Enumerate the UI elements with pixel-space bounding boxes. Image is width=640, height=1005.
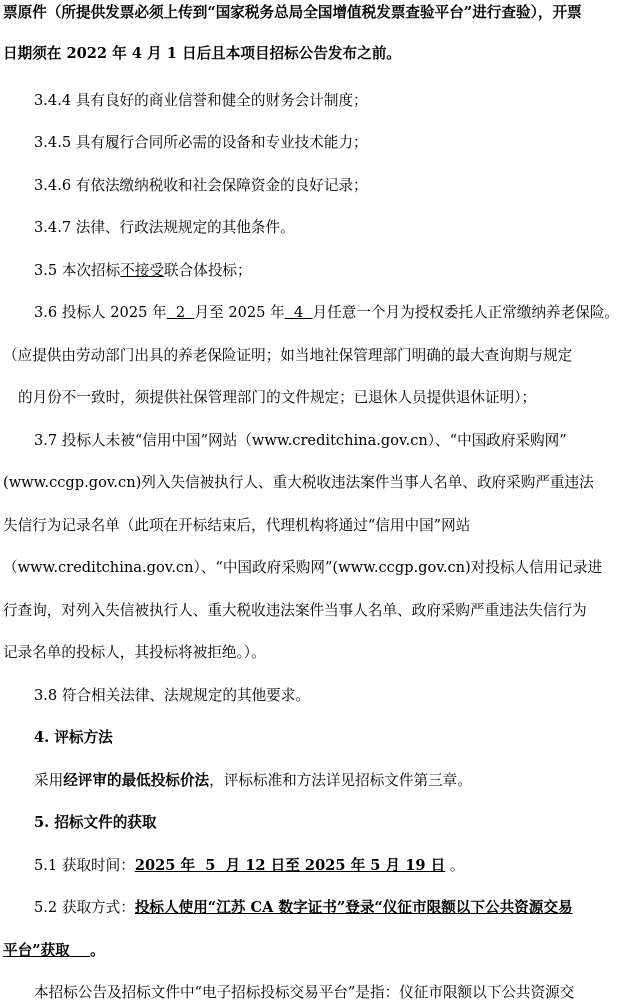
- clause-5-2: [0, 896, 640, 920]
- clause-3-7-line-4: （www.creditchina.gov.cn）、“中国政府采购网”(www.ccgp.gov.cn)对投标人信用记录进: [3, 559, 603, 576]
- clause-3-6-prefix: 3.6 投标人 2025 年: [34, 304, 167, 321]
- invoice-requirement-line: 票原件（所提供发票必须上传到“国家税务总局全国增值税发票查验平台”进行查验），开票: [3, 4, 582, 21]
- clause-3-7-line-3: 失信行为记录名单（此项在开标结束后，代理机构将通过“信用中国”网站: [3, 517, 471, 534]
- platform-definition-line: 本招标公告及招标文件中“电子招标投标交易平台”是指：仪征市限额以下公共资源交: [34, 984, 575, 1001]
- text-line: [0, 471, 640, 495]
- clause-3-4-6: 3.4.6 有依法缴纳税收和社会保障资金的良好记录；: [34, 177, 368, 194]
- acquisition-method-label: 5.2 获取方式：: [34, 899, 135, 916]
- clause-3-7-line-6: 记录名单的投标人，其投标将被拒绝。）。: [3, 644, 266, 661]
- clause-3-6-suffix: 月任意一个月为授权委托人正常缴纳养老保险。: [312, 304, 620, 321]
- section-heading-acquisition: 5. 招标文件的获取: [34, 814, 157, 831]
- invoice-date-line: 日期须在 2022 年 4 月 1 日后且本项目招标公告发布之前。: [3, 45, 401, 62]
- pension-note-line-1: （应提供由劳动部门出具的养老保险证明；如当地社保管理部门明确的最大查询期与规定: [3, 347, 573, 364]
- clause-3-7-line-2: (www.ccgp.gov.cn)列入失信被执行人、重大税收违法案件当事人名单、政府采购严重违法: [3, 474, 594, 491]
- text-line: [0, 344, 640, 368]
- start-month: 2: [166, 304, 195, 321]
- clause-3-5-suffix: 联合体投标；: [164, 262, 252, 279]
- clause-5-1: [0, 854, 640, 878]
- clause-3-6-mid: 月至 2025 年: [194, 304, 285, 321]
- clause-3-4-7: 3.4.7 法律、行政法规规定的其他条件。: [34, 219, 295, 236]
- acquisition-time-label: 5.1 获取时间：: [34, 857, 135, 874]
- acquisition-method-value: 投标人使用“江苏 CA 数字证书”登录“仪征市限额以下公共资源交易: [134, 899, 573, 916]
- evaluation-method-line: [0, 769, 640, 793]
- section-heading-evaluation: 4. 评标方法: [34, 729, 113, 746]
- text-line: [0, 556, 640, 580]
- text-line: [0, 429, 640, 453]
- acquisition-time-value: 2025 年 5 月 12 日至 2025 年 5 月 19 日: [134, 857, 446, 874]
- clause-3-4-4: 3.4.4 具有良好的商业信誉和健全的财务会计制度；: [34, 92, 368, 109]
- text-line: [0, 981, 640, 1005]
- evaluation-prefix: 采用: [34, 772, 64, 789]
- clause-3-6: [0, 301, 640, 325]
- end-month: 4: [284, 304, 313, 321]
- acquisition-method-period: 。: [90, 942, 105, 959]
- text-line: [0, 599, 640, 623]
- clause-3-5-prefix: 3.5 本次招标: [34, 262, 121, 279]
- clause-3-7-line-5: 行查询，对列入失信被执行人、重大税收违法案件当事人名单、政府采购严重违法失信行为: [3, 602, 587, 619]
- clause-3-7-line-1: 3.7 投标人未被“信用中国”网站（www.creditchina.gov.cn）、“中国政府采购网”: [34, 432, 567, 449]
- clause-3-5: [0, 259, 640, 283]
- clause-5-2-continued: [0, 939, 640, 963]
- text-line: [0, 1, 640, 25]
- clause-3-8: 3.8 符合相关法律、法规规定的其他要求。: [34, 687, 310, 704]
- pension-note-line-2: 的月份不一致时，须提供社保管理部门的文件规定；已退休人员提供退休证明）；: [18, 389, 537, 406]
- evaluation-suffix: ，评标标准和方法详见招标文件第三章。: [209, 772, 472, 789]
- evaluation-method: 经评审的最低投标价法: [63, 772, 210, 789]
- acquisition-method-value-end: 平台”获取: [3, 942, 70, 959]
- acquisition-time-end: 。: [445, 857, 465, 874]
- clause-3-4-5: 3.4.5 具有履行合同所必需的设备和专业技术能力；: [34, 134, 368, 151]
- blank-underline: [70, 942, 90, 959]
- consortium-status: 不接受: [120, 262, 165, 279]
